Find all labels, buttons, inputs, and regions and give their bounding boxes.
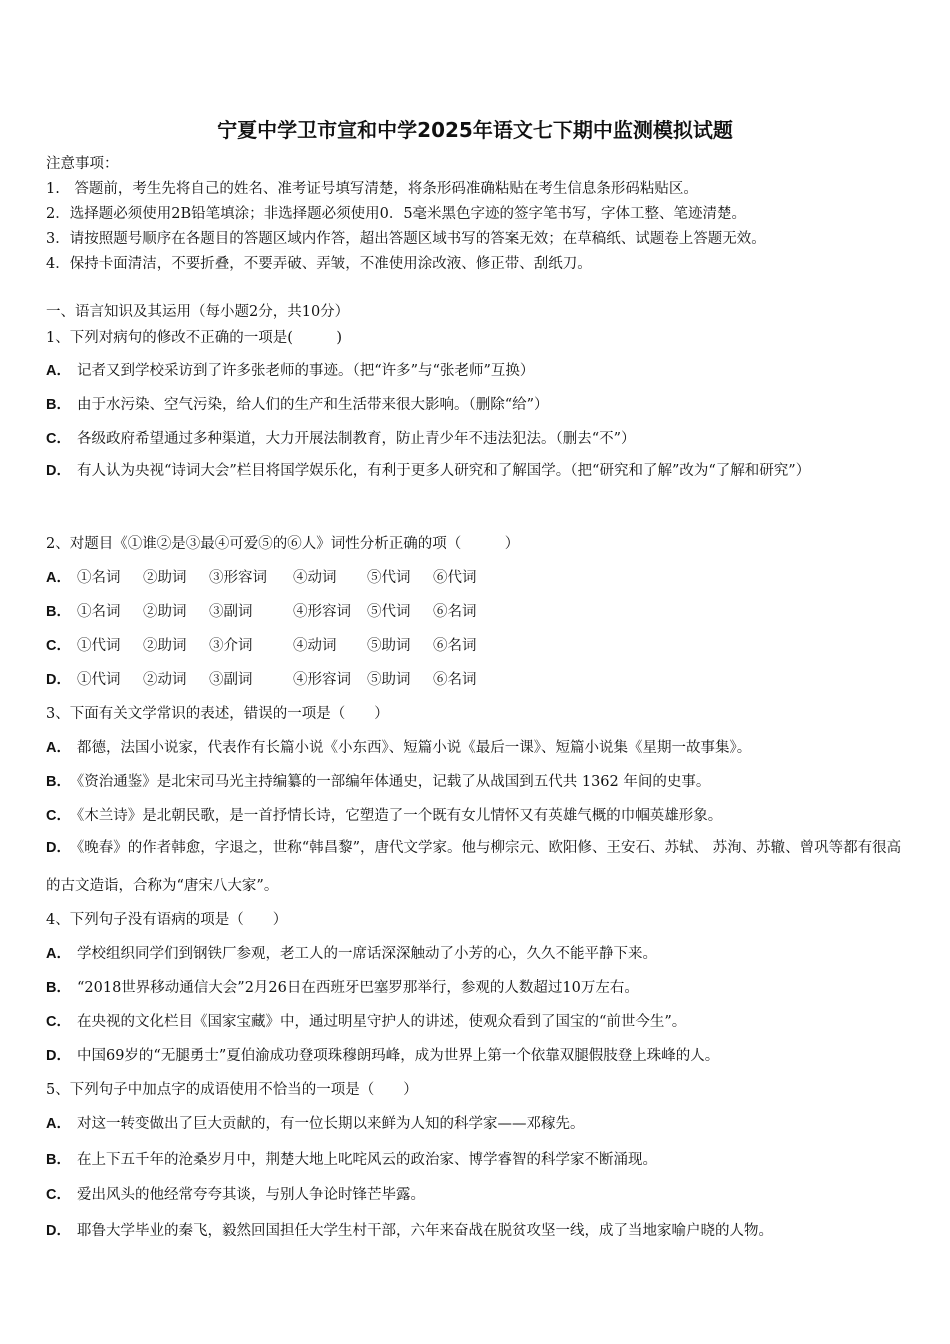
option-text: 对这一转变做出了巨大贡献的，有一位长期以来鲜为人知的科学家——邓稼先。 <box>76 1116 585 1132</box>
question-1-stem: 1、下列对病句的修改不正确的一项是( ) <box>46 330 343 346</box>
question-5-stem: 5、下列句子中加点字的成语使用不恰当的一项是（ ） <box>46 1082 418 1098</box>
word-class: ④形容词 <box>292 672 351 688</box>
word-class: ⑥名词 <box>432 638 477 654</box>
word-class: ⑤代词 <box>366 570 411 586</box>
page-title: 宁夏中学卫市宣和中学2025年语文七下期中监测模拟试题 <box>217 118 733 142</box>
word-class: ⑥名词 <box>432 604 477 620</box>
option-text: 《木兰诗》是北朝民歌，是一首抒情长诗，它塑造了一个既有女儿情怀又有英雄气概的巾帼英雄形象。 <box>76 808 723 824</box>
option-label: D． <box>46 1048 71 1064</box>
option-text: 各级政府希望通过多种渠道，大力开展法制教育，防止青少年不违法犯法。（删去“不”） <box>76 431 636 447</box>
option-text: 记者又到学校采访到了许多张老师的事迹。（把“许多”与“张老师”互换） <box>76 363 535 379</box>
q4-option-a <box>46 942 657 963</box>
option-text: 由于水污染、空气污染，给人们的生产和生活带来很大影响。（删除“给”） <box>76 397 549 413</box>
section-heading: 一、语言知识及其运用（每小题2分，共10分） <box>46 304 350 320</box>
q1-option-d <box>46 452 906 490</box>
q4-option-b <box>46 976 639 997</box>
word-class: ⑥代词 <box>432 570 477 586</box>
notice-item: 1. 答题前，考生先将自己的姓名、准考证号填写清楚，将条形码准确粘贴在考生信息条形码粘贴区。 <box>46 181 698 197</box>
option-text: 学校组织同学们到钢铁厂参观，老工人的一席话深深触动了小芳的心，久久不能平静下来。 <box>76 946 657 962</box>
word-class: ②助词 <box>142 570 187 586</box>
option-label: A． <box>46 570 71 586</box>
option-label: D． <box>46 1223 71 1239</box>
word-class: ②助词 <box>142 638 187 654</box>
q4-option-d <box>46 1044 719 1065</box>
option-text: 中国69岁的“无腿勇士”夏伯渝成功登项珠穆朗玛峰，成为世界上第一个依靠双腿假肢登上珠峰的人。 <box>76 1048 720 1064</box>
q5-option-d <box>46 1219 773 1240</box>
notice-item: 2．选择题必须使用2B铅笔填涂；非选择题必须使用0．5毫米黑色字迹的签字笔书写，字体工整、笔迹清楚。 <box>46 206 747 222</box>
option-text: 《资治通鉴》是北宋司马光主持编纂的一部编年体通史，记载了从战国到五代共 1362 年间的史事。 <box>76 774 711 790</box>
word-class: ③介词 <box>208 638 253 654</box>
q1-option-a <box>46 359 534 380</box>
option-label: A． <box>46 1116 71 1132</box>
option-label: A． <box>46 946 71 962</box>
word-class: ①名词 <box>76 570 121 586</box>
option-label: C． <box>46 808 71 824</box>
q4-option-c <box>46 1010 686 1031</box>
word-class: ③副词 <box>208 604 253 620</box>
question-2-stem: 2、对题目《①谁②是③最④可爱⑤的⑥人》词性分析正确的项（ ） <box>46 536 520 552</box>
word-class: ⑤助词 <box>366 638 411 654</box>
q1-option-c <box>46 427 636 448</box>
q2-option-d <box>46 668 476 689</box>
word-class: ④动词 <box>292 570 337 586</box>
question-4-stem: 4、下列句子没有语病的项是（ ） <box>46 912 288 928</box>
q3-option-d <box>46 829 906 905</box>
option-text: 都德，法国小说家，代表作有长篇小说《小东西》、短篇小说《最后一课》、短篇小说集《星期一故事集》。 <box>76 740 752 756</box>
option-label: D． <box>46 463 71 479</box>
option-text: “2018世界移动通信大会”2月26日在西班牙巴塞罗那举行，参观的人数超过10万左右。 <box>76 980 639 996</box>
q2-option-c <box>46 634 476 655</box>
option-label: C． <box>46 1187 71 1203</box>
option-label: A． <box>46 740 71 756</box>
word-class: ③副词 <box>208 672 253 688</box>
word-class: ①代词 <box>76 638 121 654</box>
option-label: B． <box>46 397 71 413</box>
word-class: ②助词 <box>142 604 187 620</box>
question-3-stem: 3、下面有关文学常识的表述，错误的一项是（ ） <box>46 706 389 722</box>
option-label: D． <box>46 840 71 856</box>
notice-item: 3．请按照题号顺序在各题目的答题区域内作答，超出答题区域书写的答案无效；在草稿纸、试题卷上答题无效。 <box>46 231 766 247</box>
option-label: A． <box>46 363 71 379</box>
option-text: 耶鲁大学毕业的秦飞，毅然回国担任大学生村干部，六年来奋战在脱贫攻坚一线，成了当地家喻户晓的人物。 <box>76 1223 773 1239</box>
q5-option-a <box>46 1112 584 1133</box>
option-text: 在上下五千年的沧桑岁月中，荆楚大地上叱咤风云的政治家、博学睿智的科学家不断涌现。 <box>76 1152 657 1168</box>
word-class: ③形容词 <box>208 570 267 586</box>
word-class: ④形容词 <box>292 604 351 620</box>
word-class: ⑤代词 <box>366 604 411 620</box>
option-label: B． <box>46 774 71 790</box>
option-label: B． <box>46 1152 71 1168</box>
word-class: ①代词 <box>76 672 121 688</box>
q3-option-c <box>46 804 722 825</box>
q2-option-b <box>46 600 476 621</box>
word-class: ①名词 <box>76 604 121 620</box>
q2-option-a <box>46 566 476 587</box>
word-class: ⑤助词 <box>366 672 411 688</box>
option-text: 有人认为央视“诗词大会”栏目将国学娱乐化，有利于更多人研究和了解国学。（把“研究和了解”改为“了解和研究”） <box>76 463 811 479</box>
q5-option-b <box>46 1148 657 1169</box>
word-class: ⑥名词 <box>432 672 477 688</box>
q1-option-b <box>46 393 549 414</box>
option-label: D． <box>46 672 71 688</box>
q5-option-c <box>46 1183 425 1204</box>
word-class: ②动词 <box>142 672 187 688</box>
notice-heading: 注意事项： <box>46 156 119 172</box>
q3-option-b <box>46 770 710 791</box>
option-text: 《晚春》的作者韩愈，字退之，世称“韩昌黎”，唐代文学家。他与柳宗元、欧阳修、王安石、苏轼、 苏洵、苏辙、曾巩等都有很高的古文造诣，合称为“唐宋八大家”。 <box>46 840 902 894</box>
option-label: C． <box>46 638 71 654</box>
option-label: C． <box>46 431 71 447</box>
option-label: C． <box>46 1014 71 1030</box>
option-text: 在央视的文化栏目《国家宝藏》中，通过明星守护人的讲述，使观众看到了国宝的“前世今生”。 <box>76 1014 687 1030</box>
notice-item: 4．保持卡面清洁，不要折叠，不要弄破、弄皱，不准使用涂改液、修正带、刮纸刀。 <box>46 256 592 272</box>
q3-option-a <box>46 736 751 757</box>
word-class: ④动词 <box>292 638 337 654</box>
option-label: B． <box>46 604 71 620</box>
option-text: 爱出风头的他经常夸夸其谈，与别人争论时锋芒毕露。 <box>76 1187 425 1203</box>
option-label: B． <box>46 980 71 996</box>
